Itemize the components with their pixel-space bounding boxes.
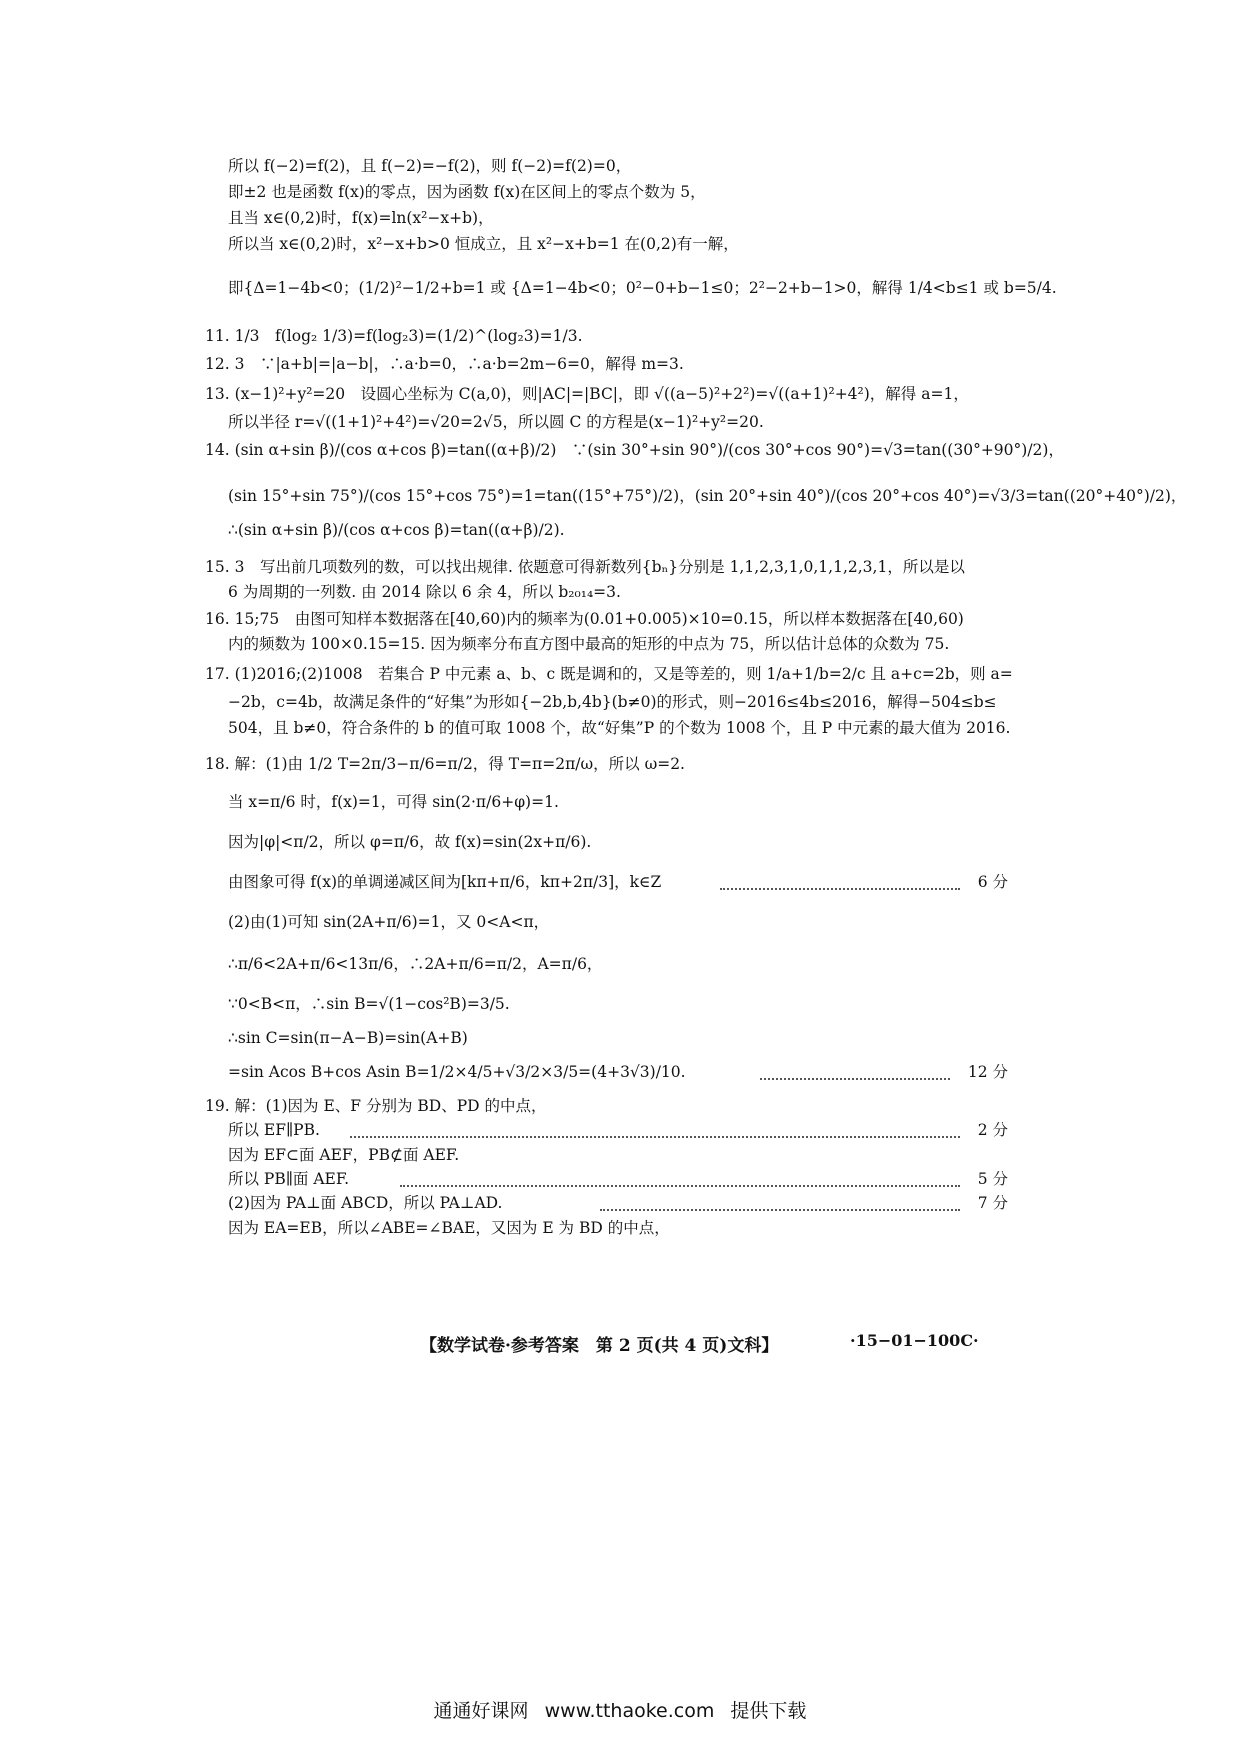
score-mark: 7 分 bbox=[977, 1194, 1008, 1212]
score-mark: 12 分 bbox=[967, 1063, 1008, 1081]
text-line: 504，且 b≠0，符合条件的 b 的值可取 1008 个，故“好集”P 的个数为 1008 个，且 P 中元素的最大值为 2016. bbox=[228, 719, 1011, 737]
text-line: =sin Acos B+cos Asin B=1/2×4/5+√3/2×3/5=(4+3√3)/10. bbox=[228, 1063, 686, 1081]
footer-title: 【数学试卷·参考答案 第 2 页(共 4 页)文科】 bbox=[420, 1336, 779, 1356]
score-mark: 6 分 bbox=[977, 873, 1008, 891]
answer-19: 19. 解：(1)因为 E、F 分别为 BD、PD 的中点， bbox=[205, 1097, 547, 1115]
answer-16: 16. 15;75 由图可知样本数据落在[40,60)内的频率为(0.01+0.005)×10=0.15，所以样本数据落在[40,60) bbox=[205, 610, 964, 628]
score-mark: 5 分 bbox=[977, 1170, 1008, 1188]
text-line: 所以 f(−2)=f(2)，且 f(−2)=−f(2)，则 f(−2)=f(2)=0， bbox=[228, 157, 632, 175]
score-mark: 2 分 bbox=[977, 1121, 1008, 1139]
leader-dots bbox=[350, 1136, 960, 1138]
text-line: (2)因为 PA⊥面 ABCD，所以 PA⊥AD. bbox=[228, 1194, 503, 1212]
watermark-site: www.tthaoke.com bbox=[544, 1700, 715, 1722]
text-line: 因为 EF⊂面 AEF，PB⊄面 AEF. bbox=[228, 1146, 460, 1164]
text-line: 所以当 x∈(0,2)时，x²−x+b>0 恒成立，且 x²−x+b=1 在(0,2)有一解， bbox=[228, 235, 739, 253]
answer-13: 13. (x−1)²+y²=20 设圆心坐标为 C(a,0)，则|AC|=|BC|，即 √((a−5)²+2²)=√((a+1)²+4²)，解得 a=1， bbox=[205, 385, 969, 403]
text-line: (2)由(1)可知 sin(2A+π/6)=1，又 0<A<π， bbox=[228, 913, 550, 931]
text-line: 所以 EF∥PB. bbox=[228, 1121, 320, 1139]
text-line: ∵0<B<π，∴sin B=√(1−cos²B)=3/5. bbox=[228, 995, 510, 1013]
text-line: 且当 x∈(0,2)时，f(x)=ln(x²−x+b)， bbox=[228, 209, 494, 227]
footer-code: ·15−01−100C· bbox=[850, 1331, 979, 1350]
text-line: 6 为周期的一列数. 由 2014 除以 6 余 4，所以 b₂₀₁₄=3. bbox=[228, 583, 621, 601]
answer-18: 18. 解：(1)由 1/2 T=2π/3−π/6=π/2，得 T=π=2π/ω，所以 ω=2. bbox=[205, 755, 685, 773]
answer-17: 17. (1)2016;(2)1008 若集合 P 中元素 a、b、c 既是调和的，又是等差的，则 1/a+1/b=2/c 且 a+c=2b，则 a= bbox=[205, 665, 1013, 683]
text-line: 当 x=π/6 时，f(x)=1，可得 sin(2·π/6+φ)=1. bbox=[228, 793, 559, 811]
answer-11: 11. 1/3 f(log₂ 1/3)=f(log₂3)=(1/2)^(log₂3)=1/3. bbox=[205, 327, 583, 345]
text-line: ∴π/6<2A+π/6<13π/6，∴2A+π/6=π/2，A=π/6， bbox=[228, 955, 603, 973]
text-line: ∴(sin α+sin β)/(cos α+cos β)=tan((α+β)/2). bbox=[228, 521, 565, 539]
answer-15: 15. 3 写出前几项数列的数，可以找出规律. 依题意可得新数列{bₙ}分别是 1,1,2,3,1,0,1,1,2,3,1，所以是以 bbox=[205, 558, 965, 576]
leader-dots bbox=[600, 1209, 960, 1211]
text-line: ∴sin C=sin(π−A−B)=sin(A+B) bbox=[228, 1029, 468, 1047]
text-line: 所以半径 r=√((1+1)²+4²)=√20=2√5，所以圆 C 的方程是(x−1)²+y²=20. bbox=[228, 413, 764, 431]
leader-dots bbox=[760, 1078, 950, 1080]
text-line: 由图象可得 f(x)的单调递减区间为[kπ+π/6，kπ+2π/3]，k∈Z bbox=[228, 873, 662, 891]
text-line: 内的频数为 100×0.15=15. 因为频率分布直方图中最高的矩形的中点为 75，所以估计总体的众数为 75. bbox=[228, 635, 950, 653]
text-line: 所以 PB∥面 AEF. bbox=[228, 1170, 350, 1188]
leader-dots bbox=[720, 888, 960, 890]
text-line: 即±2 也是函数 f(x)的零点，因为函数 f(x)在区间上的零点个数为 5， bbox=[228, 183, 706, 201]
text-line: 即{Δ=1−4b<0；(1/2)²−1/2+b=1 或 {Δ=1−4b<0；0²−0+b−1≤0；2²−2+b−1>0，解得 1/4<b≤1 或 b=5/4. bbox=[228, 279, 1057, 297]
answer-14: 14. (sin α+sin β)/(cos α+cos β)=tan((α+β)/2) ∵(sin 30°+sin 90°)/(cos 30°+cos 90°)=√3=tan((30°+90°)/2)， bbox=[205, 441, 1064, 459]
text-line: (sin 15°+sin 75°)/(cos 15°+cos 75°)=1=tan((15°+75°)/2)，(sin 20°+sin 40°)/(cos 20°+cos 40°)=√3/3=tan((20°+40°)/2)， bbox=[228, 487, 1187, 505]
watermark-suffix: 提供下载 bbox=[730, 1700, 807, 1722]
answer-12: 12. 3 ∵|a+b|=|a−b|，∴a·b=0，∴a·b=2m−6=0，解得 m=3. bbox=[205, 355, 684, 373]
download-watermark bbox=[0, 1696, 1240, 1723]
text-line: −2b，c=4b，故满足条件的“好集”为形如{−2b,b,4b}(b≠0)的形式，则−2016≤4b≤2016，解得−504≤b≤ bbox=[228, 693, 997, 711]
text-line: 因为|φ|<π/2，所以 φ=π/6，故 f(x)=sin(2x+π/6). bbox=[228, 833, 592, 851]
text-line: 因为 EA=EB，所以∠ABE=∠BAE，又因为 E 为 BD 的中点， bbox=[228, 1219, 670, 1237]
leader-dots bbox=[400, 1185, 960, 1187]
watermark-prefix: 通通好课网 bbox=[433, 1700, 529, 1722]
